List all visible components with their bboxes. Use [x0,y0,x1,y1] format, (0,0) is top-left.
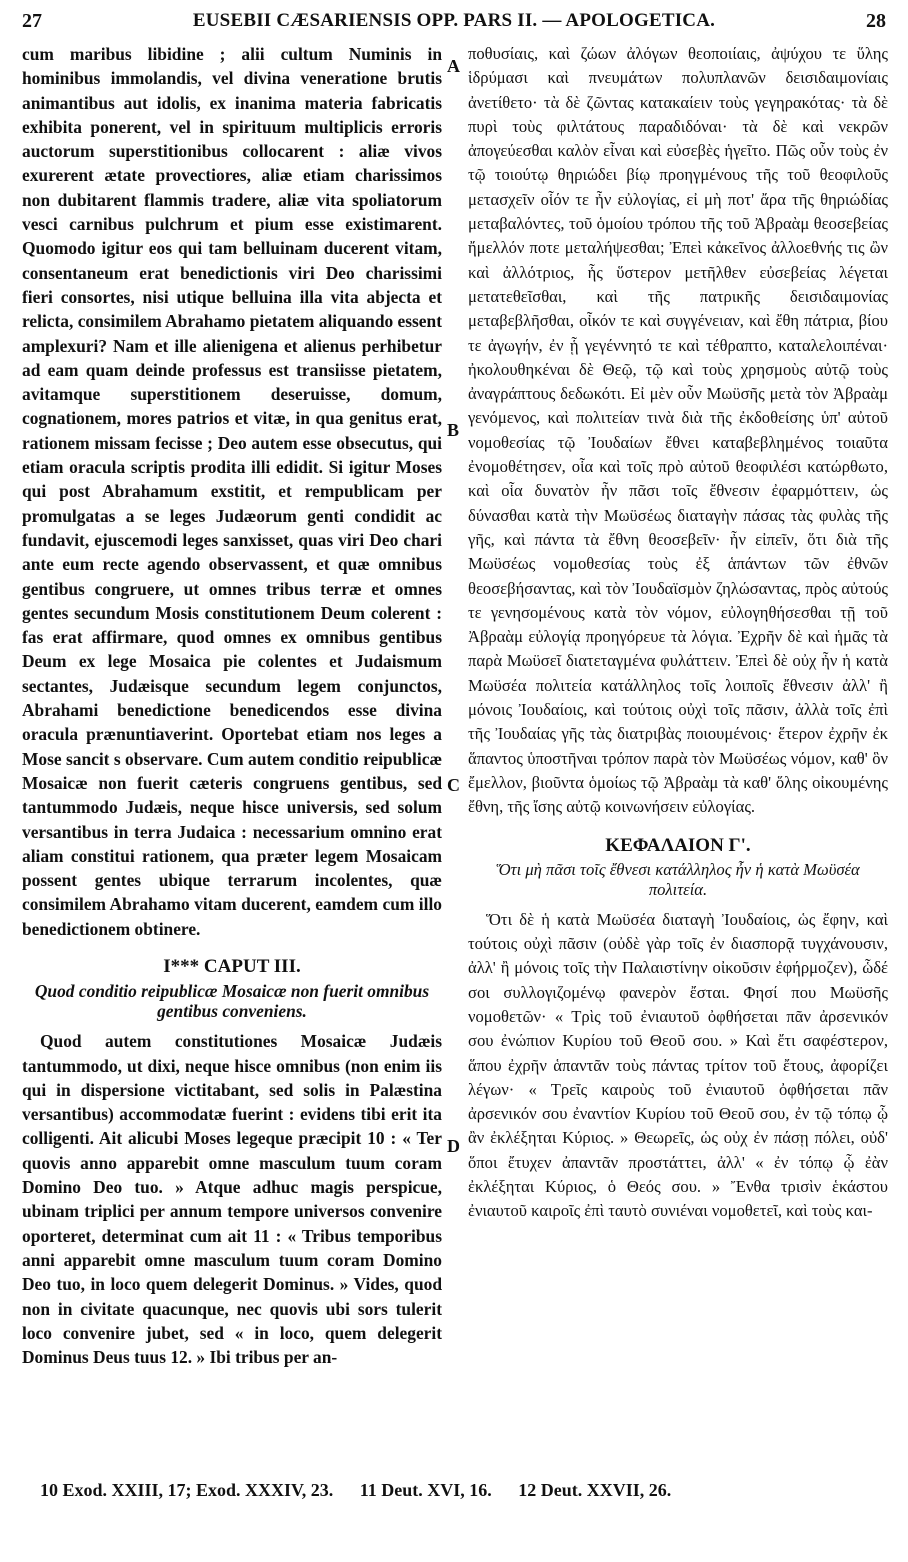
footnotes [40,1480,890,1501]
latin-chapter-subtitle: Quod conditio reipublicæ Mosaicæ non fuerit omnibus gentibus conveniens. [34,981,430,1022]
margin-marker-d: D [447,1136,460,1156]
latin-paragraph-2: Quod autem constitutiones Mosaicæ Judæis tantummodo, ut dixi, neque hisce omnibus (non enim iis qui in dispersione victitabant, sed solis in Palæstina versantibus) accommodatæ fuerint : evidens tibi erit ita colligenti. Ait alicubi Moses legeque præcipit 10 : « Ter quovis anno apparebit omne masculum tuum coram Domino Deo tuo. » Atque adhuc magis perspicue, ubinam triplici per annum tempore universos convenire oporteret, determinat cum ait 11 : « Tribus temporibus anni apparebit omne masculum tuum coram Domino Deo tuo, in loco quem delegerit Dominus. » Vides, quod non in civitate quacunque, nec quovis ubi sors tulerit loco convenire jubet, sed « in loco, quem delegerit Dominus Deus tuus 12. » Ibi tribus per an- [22,1031,442,1368]
latin-chapter-title: I*** CAPUT III. [163,955,301,977]
left-page-number: 27 [22,9,42,32]
right-page-number: 28 [865,9,886,32]
greek-paragraph-2: Ὅτι δὲ ἡ κατὰ Μωϋσέα διαταγὴ Ἰουδαίοις, ὡς ἔφην, καὶ τούτοις οὐχὶ πᾶσιν (οὐδὲ γὰρ τοῖς ἐν διασπορᾷ τυγχάνουσιν, ἀλλ' ἢ μόνοις τοῖς τὴν Παλαιστίνην οἰκοῦσιν ἐφήρμοζεν), ὧδέ σοι συλλογιζομένῳ φανερὸν ἔσται. Φησί που Μωϋσῆς νομοθετῶν· « Τρὶς τοῦ ἐνιαυτοῦ ὀφθήσεται πᾶν ἀρσενικόν σου ἐνώπιον Κυρίου τοῦ Θεοῦ σου. » Καὶ ἔτι σαφέστερον, ἅπου ἐχρῆν ἁπαντᾶν τοὺς πάντας τρίτον τοῦ ἔτους, ἀφορίζει λέγων· « Τρεῖς καιροὺς τοῦ ἐνιαυτοῦ ὀφθήσεται πᾶν ἀρσενικόν σου ἐναντίον Κυρίου τοῦ Θεοῦ σου, ἐν τῷ τόπῳ ᾧ ἂν ἐκλέξηται Κύριος. » Θεωρεῖς, ὡς οὐχ ἐν πάσῃ πόλει, οὐδ' ὅποι ἔτυχεν ἀπαντᾶν προστάττει, ἀλλ' « ἐν τόπῳ ᾧ ἐὰν ἐκλέξηται Κύριος, ὁ Θεός σου. » Ἔνθα τρισὶν ἑκάστου ἐνιαυτοῦ καιροῖς ἐπὶ ταυτὸ συνιέναι νομοθετεῖ, καὶ τοὺς και- [468,909,888,1221]
margin-marker-a: A [447,56,460,76]
running-header [22,8,886,34]
running-title: EUSEBII CÆSARIENSIS OPP. PARS II. — APOLOGETICA. [192,10,716,31]
greek-paragraph-1: ποθυσίαις, καὶ ζώων ἀλόγων θεοποιίαις, ἀψύχου τε ὕλης ἱδρύμασι καὶ πνευμάτων πολυπλανῶν δεισιδαιμονίαις ἀνετίθετο· τὰ δὲ ζῶντας κατακαίειν τοὺς γεγηρακότας· τὰ δὲ πυρὶ τοὺς φιλτάτους παραδιδόναι· τὰ δὲ καὶ νεκρῶν ἀπογεύεσθαι καλὸν εἶναι καὶ εὐσεβὲς ἡγεῖτο. Πῶς οὖν τοὺς ἐν τῷ τοιούτῳ θηριώδει βίῳ προηγμένους τῆς τοῦ θεοφιλοῦς μετασχεῖν οἷόν τε ἦν εὐλογίας, εἰ μὴ ποτ' ἄρα τῆς θηριώδίας μεταβαλόντες, τοῦ ὁμοίου τρόπου τῆς τοῦ Ἀβραὰμ θεοσεβείας ἤμελλόν ποτε μεταλήψεσθαι; Ἐπεὶ κἀκεῖνος ἀλλοεθνής τις ὢν καὶ ἀλλότριος, ἧς ὕστερον μετῆλθεν εὐσεβείας λέγεται μετατεθεῖσθαι, καὶ τῆς πατρικῆς δεισιδαιμονίας μεταβεβλῆσθαι, οἶκόν τε καὶ συγγένειαν, καὶ ἔθη πάτρια, βίου τε ἀγωγήν, ἐν ᾗ γεγέννητό τε καὶ τέθραπτο, καταλελοιπέναι· ἠκολουθηκέναι δὲ Θεῷ, τῷ καὶ τοὺς χρησμοὺς αὐτῷ τοὺς ἀναγράπτους δεδωκότι. Εἰ μὲν οὖν Μωϋσῆς μετὰ τὸν Ἀβραὰμ γενόμενος, καὶ πολιτείαν τινὰ διὰ τῆς ἐκδοθείσης ὑπ' αὐτοῦ νομοθεσίας τῷ Ἰουδαίων ἔθνει καταβεβλημένος τοιαῦτα ἐνομοθέτησεν, οἷα καὶ τοῖς πρὸ αὐτοῦ θεοφιλέσι κατώρθωτο, καὶ οἷα δυνατὸν ἦν πᾶσι τοῖς ἔθνεσιν ἐφαρμόττειν, ὡς δύνασθαι κατὰ τὴν Μωϋσέως διαταγὴν πάσας τὰς φυλὰς τῆς γῆς, καὶ πάντα τὰ ἔθνη θεοσεβεῖν· ἦν εἰπεῖν, ὅτι διὰ τῆς Μωϋσέως νομοθεσίας τοὺς ἐξ ἁπάντων τῶν ἐθνῶν θεοσεβήσαντας, καὶ τὸν Ἰουδαϊσμὸν ζηλώσαντας, πρὸς αὐτούς τε γενησομένους κατὰ τὸν νόμον, εὐλογηθήσεσθαι τῇ τοῦ Ἀβραὰμ εὐλογίᾳ προηγόρευε τὰ λόγια. Ἐχρῆν δὲ καὶ ἡμᾶς τὰ παρὰ Μωϋσεῖ διατεταγμένα φυλάττειν. Ἐπεὶ δὲ οὐχ ἦν ἡ κατὰ Μωϋσέα πολιτεία κατάλληλος τοῖς λοιποῖς ἔθνεσιν ἀλλ' ἢ μόνοις Ἰουδαίοις, καὶ τούτοις οὐχὶ τοῖς πᾶσιν, ἀλλὰ τοῖς ἐπὶ τῆς Ἰουδαίας γῆς τὰς διατριβὰς ποιουμένοις· ἕτερον ἐχρῆν ἐκ ἅπαντος ὑποστῆναι τρόπον παρὰ τὸν Μωϋσέως νόμον, καθ' ὃν ἔμελλον, βιοῦντα ὁμοίως τῷ Ἀβραὰμ τὰ καθ' ὅλης οἰκουμένης ἔθνη, τῆς ἴσης αὐτῷ κοινωνήσειν εὐλογίας. [468,44,888,817]
greek-chapter-title: ΚΕΦΑΛΑΙΟΝ Γ'. [605,834,751,856]
latin-column [22,42,442,1369]
greek-chapter-subtitle: Ὅτι μὴ πᾶσι τοῖς ἔθνεσι κατάλληλος ἦν ἡ κατὰ Μωϋσέα πολιτεία. [496,859,860,899]
margin-marker-c: C [447,775,460,795]
margin-marker-b: B [447,420,460,440]
footnote-10: 10 Exod. XXIII, 17; Exod. XXXIV, 23. [40,1480,334,1500]
greek-column [468,42,888,1224]
footnote-11: 11 Deut. XVI, 16. [359,1480,492,1500]
footnote-12: 12 Deut. XXVII, 26. [518,1480,672,1500]
latin-paragraph-1: cum maribus libidine ; alii cultum Numinis in hominibus immolandis, vel divina veneratione brutis animantibus aut idolis, ex inanima materia fabricatis exhibita ponerent, vel in spirituum multiplicis erroris auctorum superstitionibus collocarent : aliæ vivos exurerent ætate provectiores, aliæ etiam charissimos non dubitarent flammis tradere, aliæ vita spoliatorum vesci carnibus pulchrum et pium esse existimarent. Quomodo igitur eos qui tam belluinam ducerent vitam, consentaneum erat benedictionis viri Deo charissimi fieri consortes, nisi utique belluina illa vita abjecta et relicta, consimilem Abrahamo pietatem aliquando essent amplexuri? Nam et ille alienigena et alienus perhibetur ad eam quam deinde professus est transiisse pietatem, avitamque superstitionem deseruisse, domum, cognationem, mores patrios et vitæ, in qua genitus erat, rationem missam fecisse ; Deo autem esse obsecutus, qui etiam oracula scriptis prodita illi edidit. Si igitur Moses qui post Abrahamum exstitit, et rempublicam per promulgatas a se leges Judæorum genti condidit ac fundavit, ejuscemodi leges sanxisset, quas viri Deo chari ante eum recte agendo observassent, et quæ omnibus gentibus congruere, ut omnes tribus terræ et omnes gentes secundum Mosis constitutionem Deum colerent : fas erat affirmare, quod omnes ex omnibus gentibus Deum ex lege Mosaica pie colentes et Judaismum sectantes, Judæisque secundum legem conjunctos, Abrahami benedictione benedicendos esse divina oracula prænuntiaverint. Oportebat etiam nos leges a Mose sancit s observare. Cum autem conditio reipublicæ Mosaicæ non fuerit cæteris congruens gentibus, sed tantummodo Judæis, neque hisce universis, sed solum versantibus in terra Judaica : necessarium omnino erat aliam constitui rationem, qua præter legem Mosaicam possent gentes ubique terrarum incolentes, quæ consimilem Abrahamo vitam ducerent, eamdem cum illo benedictionem obtinere. [22,44,442,939]
